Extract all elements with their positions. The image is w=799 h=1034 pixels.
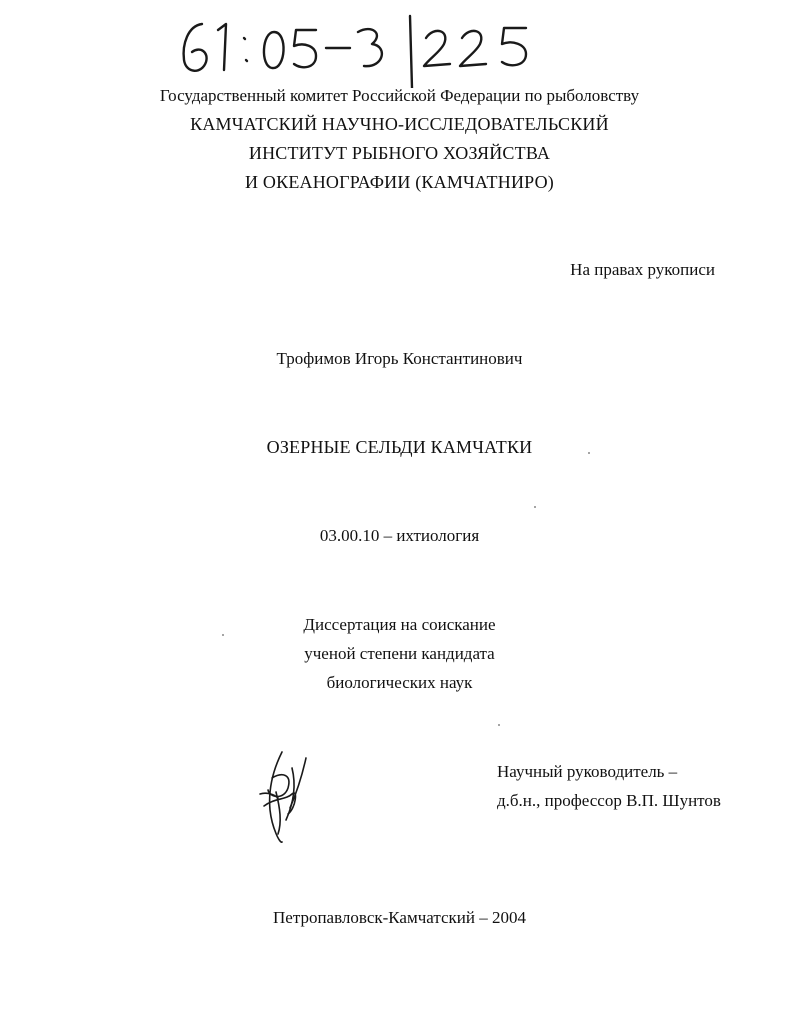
city-year: Петропавловск-Камчатский – 2004 — [273, 908, 526, 927]
institute-name-line1: КАМЧАТСКИЙ НАУЧНО-ИССЛЕДОВАТЕЛЬСКИЙ — [190, 114, 609, 134]
handwritten-archive-number — [174, 8, 554, 88]
supervisor-name: д.б.н., профессор В.П. Шунтов — [497, 791, 721, 810]
degree-line3: биологических наук — [326, 673, 473, 692]
specialty-code: 03.00.10 – ихтиология — [319, 526, 480, 545]
institute-name-line2: ИНСТИТУТ РЫБНОГО ХОЗЯЙСТВА — [248, 143, 551, 163]
scan-speck — [498, 724, 500, 726]
dissertation-title: ОЗЕРНЫЕ СЕЛЬДИ КАМЧАТКИ — [266, 437, 533, 457]
supervisor-label: Научный руководитель – — [497, 762, 678, 781]
degree-line2: ученой степени кандидата — [304, 644, 495, 663]
degree-line1: Диссертация на соискание — [303, 615, 496, 634]
scan-speck — [534, 506, 536, 508]
committee-name: Государственный комитет Российской Федерации по рыболовству — [159, 86, 640, 105]
manuscript-rights: На правах рукописи — [570, 260, 715, 279]
institute-name-line3: И ОКЕАНОГРАФИИ (КАМЧАТНИРО) — [245, 172, 554, 192]
scan-speck — [222, 634, 224, 636]
author-name: Трофимов Игорь Константинович — [276, 349, 523, 368]
author-signature — [252, 748, 316, 848]
scan-speck — [588, 452, 590, 454]
